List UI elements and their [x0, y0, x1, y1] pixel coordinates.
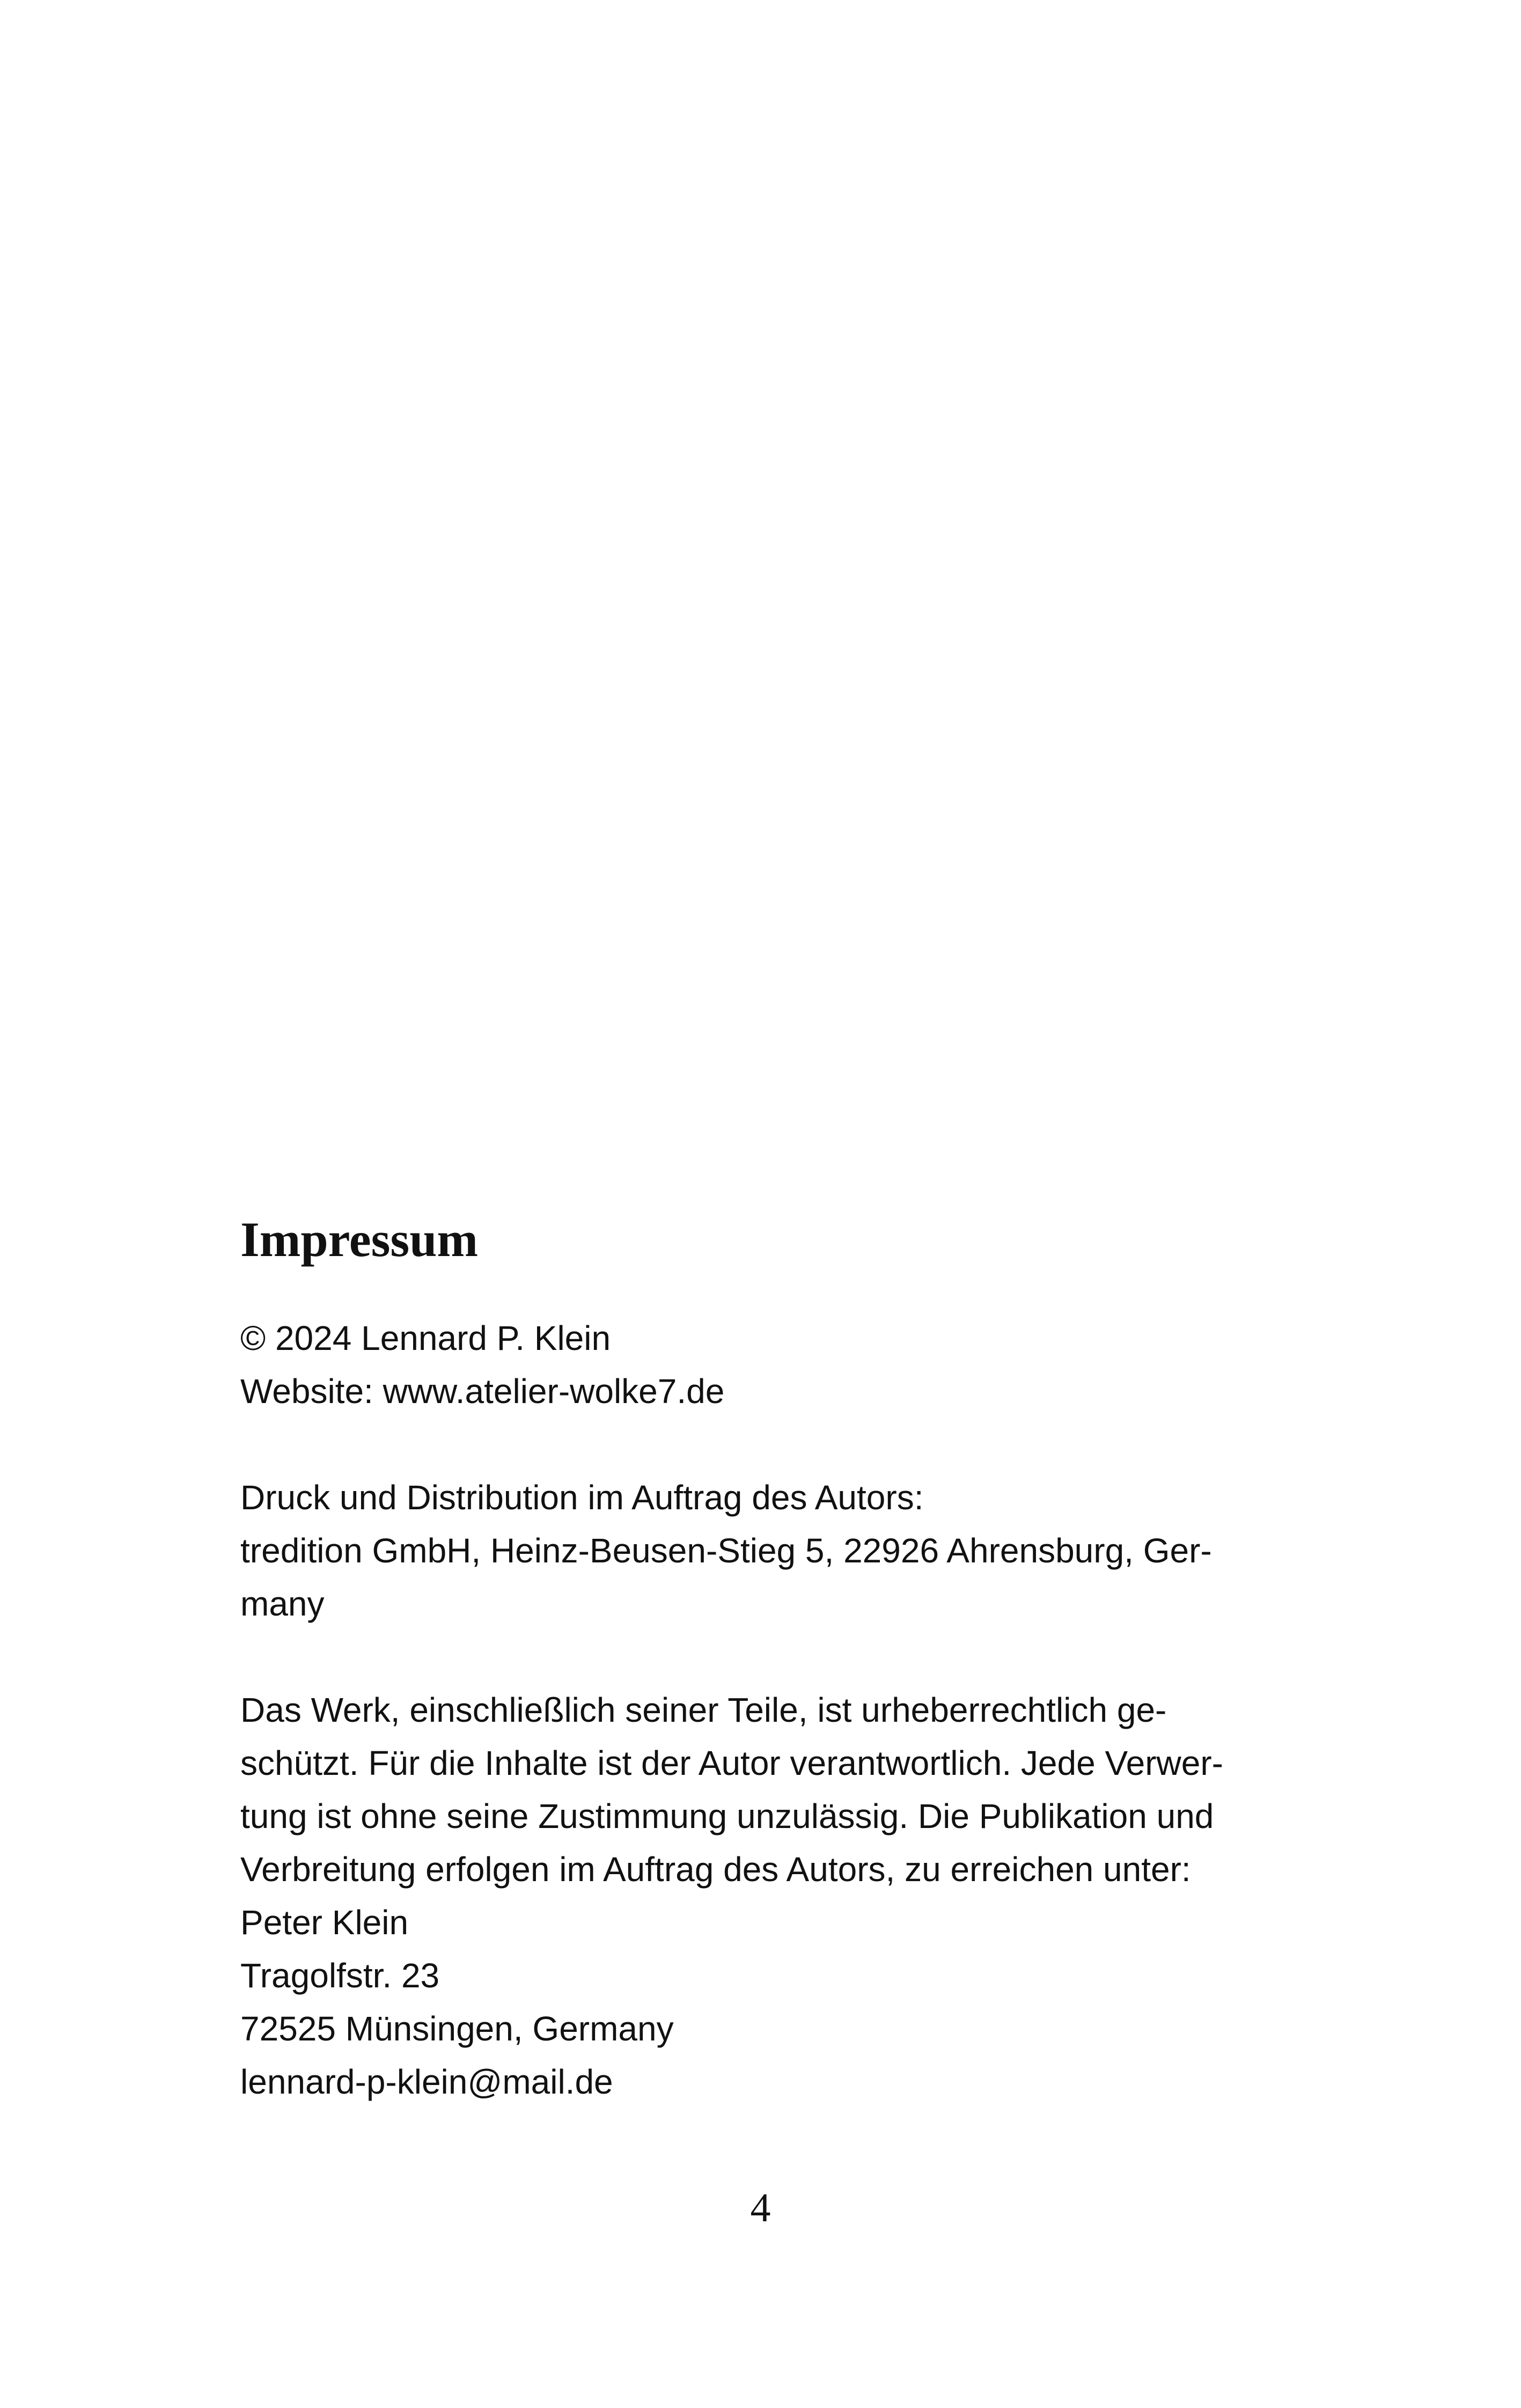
copyright-block	[240, 1312, 1303, 1418]
page-number: 4	[750, 2185, 771, 2230]
publisher-address-line-continued: many	[240, 1584, 325, 1623]
rights-contact-block	[240, 1684, 1303, 2109]
rights-line-3: tung ist ohne seine Zustimmung unzulässig. Die Publikation und	[240, 1797, 1214, 1836]
impressum-title: Impressum	[240, 1212, 479, 1267]
copyright-line: © 2024 Lennard P. Klein	[240, 1319, 611, 1357]
contact-email: lennard-p-klein@mail.de	[240, 2062, 613, 2101]
rights-line-2: schützt. Für die Inhalte ist der Autor verantwortlich. Jede Verwer-	[240, 1744, 1223, 1782]
impressum-section	[240, 1210, 1303, 2162]
website-line: Website: www.atelier-wolke7.de	[240, 1372, 725, 1411]
print-intro-line: Druck und Distribution im Auftrag des Autors:	[240, 1478, 924, 1517]
print-distribution-block	[240, 1471, 1303, 1631]
contact-street: Tragolfstr. 23	[240, 1956, 440, 1995]
contact-city: 72525 Münsingen, Germany	[240, 2009, 674, 2048]
rights-line-1: Das Werk, einschließlich seiner Teile, ist urheberrechtlich ge-	[240, 1691, 1167, 1729]
contact-name: Peter Klein	[240, 1903, 409, 1942]
publisher-address-line: tredition GmbH, Heinz-Beusen-Stieg 5, 22926 Ahrensburg, Ger-	[240, 1531, 1212, 1570]
rights-line-4: Verbreitung erfolgen im Auftrag des Autors, zu erreichen unter:	[240, 1850, 1191, 1889]
